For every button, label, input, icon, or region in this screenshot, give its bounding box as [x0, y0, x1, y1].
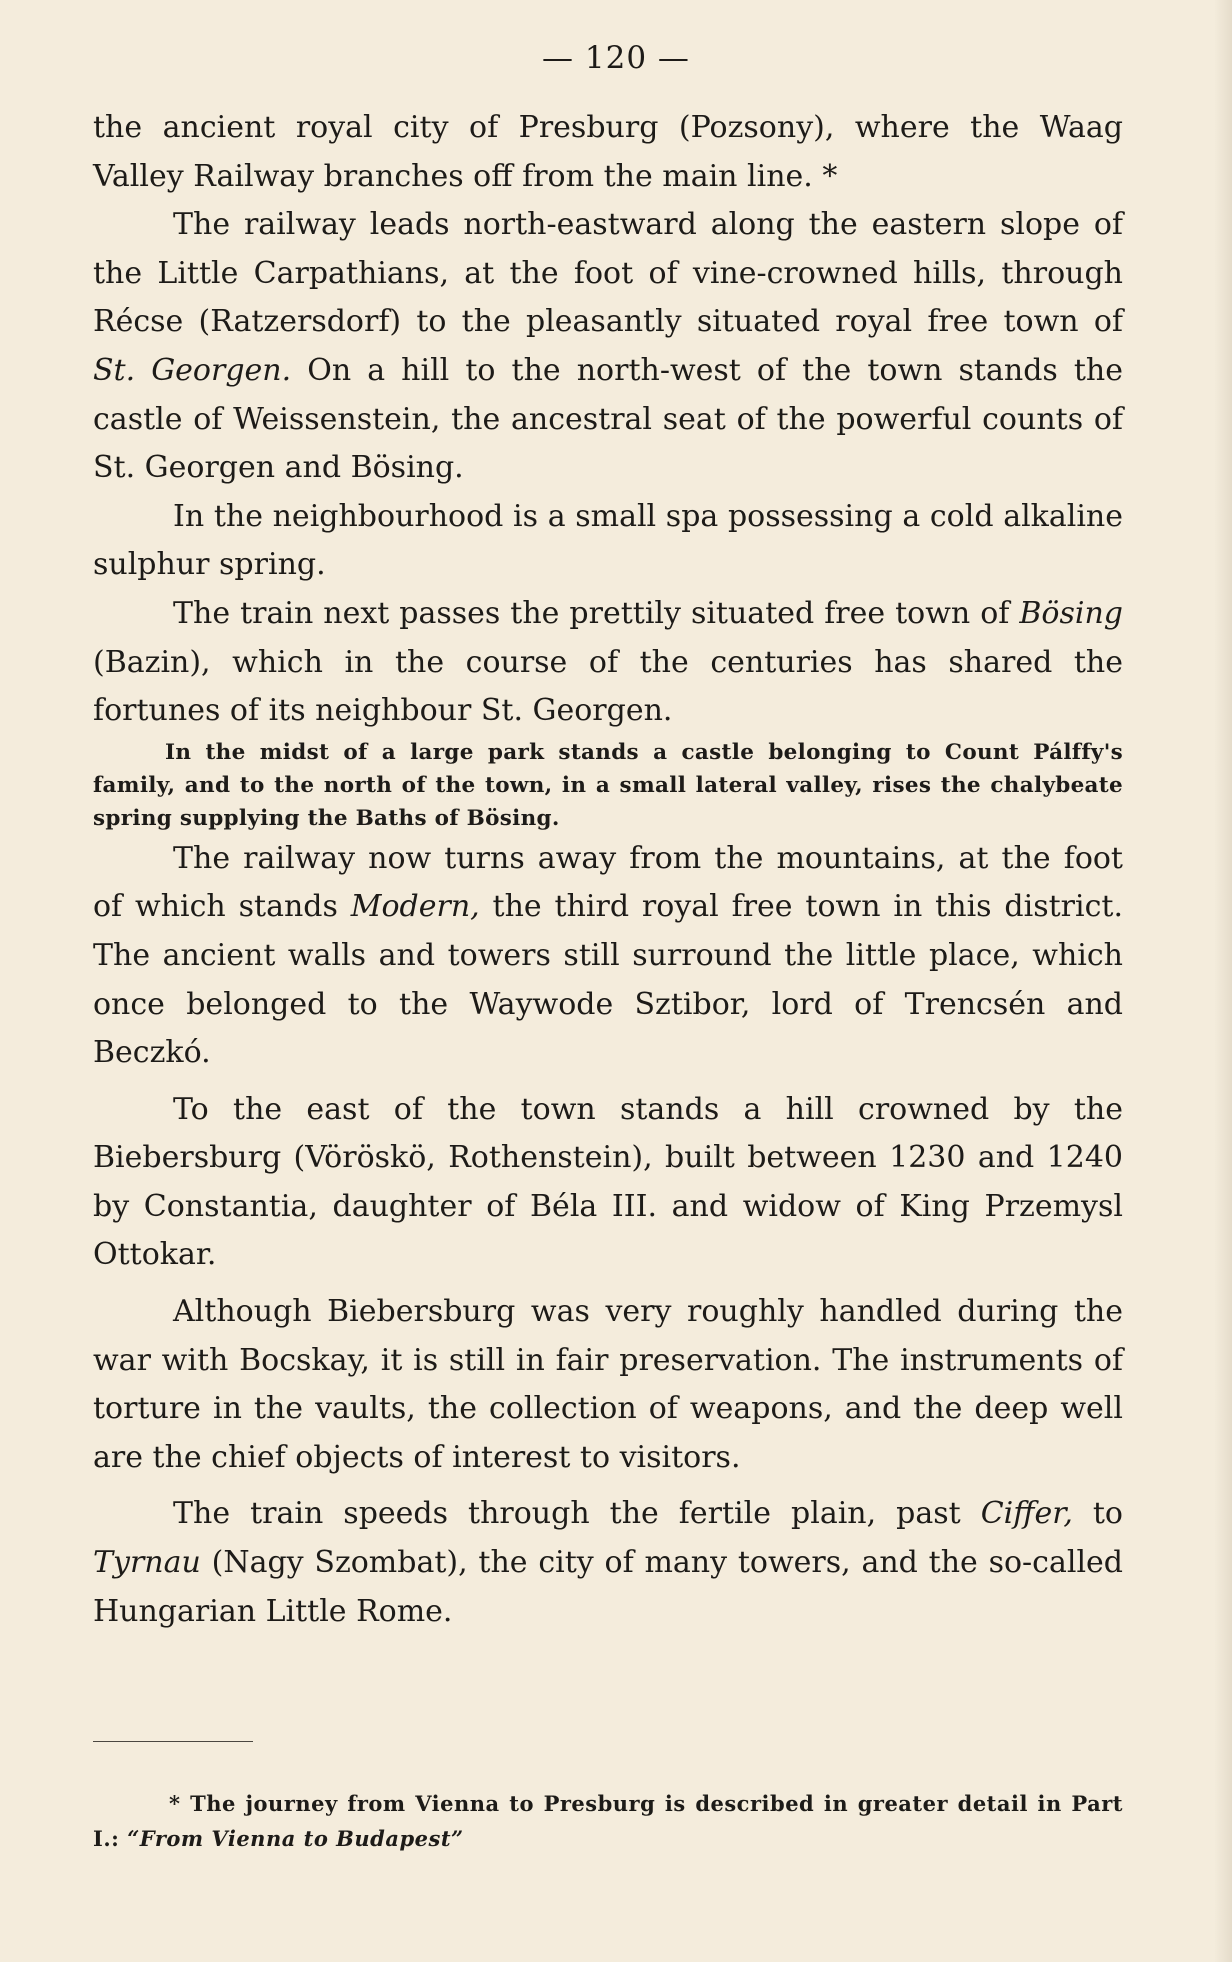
place-st-georgen: St. Georgen. [93, 352, 292, 388]
body-text [93, 104, 1123, 1636]
page-edge-shadow [1214, 0, 1232, 1962]
paragraph-bocskay: Although Biebersburg was very roughly handled during the war with Bocskay, it is still in fair preservation. The instruments of torture in the vaults, the collection of weapons, and the deep well are the chief objects of interest to visitors. [93, 1294, 1123, 1475]
place-tyrnau: Tyrnau [93, 1545, 201, 1581]
paragraph-biebersburg: To the east of the town stands a hill crowned by the Biebersburg (Vöröskö, Rothenstein), built between 1230 and 1240 by Constantia, daughter of Béla III. and widow of King Przemysl Ottokar. [93, 1091, 1123, 1273]
footnote-reference-title: “From Vienna to Budapest” [127, 1826, 464, 1851]
paragraph-bosing: The train next passes the prettily situated free town of Bösing (Bazin), which in the course of the centuries has shared the fortunes of its neighbour St. Georgen. [93, 595, 1123, 729]
place-modern: Modern, [350, 889, 480, 925]
paragraph-tyrnau: The train speeds through the fertile plain, past Ciffer, to Tyrnau (Nagy Szombat), the city of many towers, and the so-called Hungarian Little Rome. [93, 1496, 1123, 1629]
footnote-divider [93, 1741, 253, 1742]
paragraph-modern: The railway now turns away from the mountains, at the foot of which stands Modern, the third royal free town in this district. The ancient walls and towers still surround the little place, which once belonged to the Waywode Sztibor, lord of Trencsén and Beczkó. [93, 840, 1123, 1071]
paragraph-small-print-park: In the midst of a large park stands a castle belonging to Count Pálffy's family, and to the north of the town, in a small lateral valley, rises the chalybeate spring supplying the Baths of Bösing. [93, 739, 1123, 831]
paragraph-railway-route: The railway leads north-eastward along the eastern slope of the Little Carpathians, at the foot of vine-crowned hills, through Récse (Ratzersdorf) to the pleasantly situated royal free town of St. Georgen. On a hill to the north-west of the town stands the castle of Weissenstein, the ancestral seat of the powerful counts of St. Georgen and Bösing. [93, 207, 1123, 486]
place-bosing: Bösing [1019, 595, 1123, 631]
page-number: — 120 — [542, 40, 690, 76]
footnote: * The journey from Vienna to Presburg is described in greater detail in Part I.: “From Vienna to Budapest” [93, 1791, 1123, 1851]
paragraph-continuation: the ancient royal city of Presburg (Pozsony), where the Waag Valley Railway branches off from the main line. * [93, 110, 1123, 194]
paragraph-spa: In the neighbourhood is a small spa possessing a cold alkaline sulphur spring. [93, 498, 1123, 583]
place-ciffer: Ciffer, [980, 1496, 1073, 1532]
